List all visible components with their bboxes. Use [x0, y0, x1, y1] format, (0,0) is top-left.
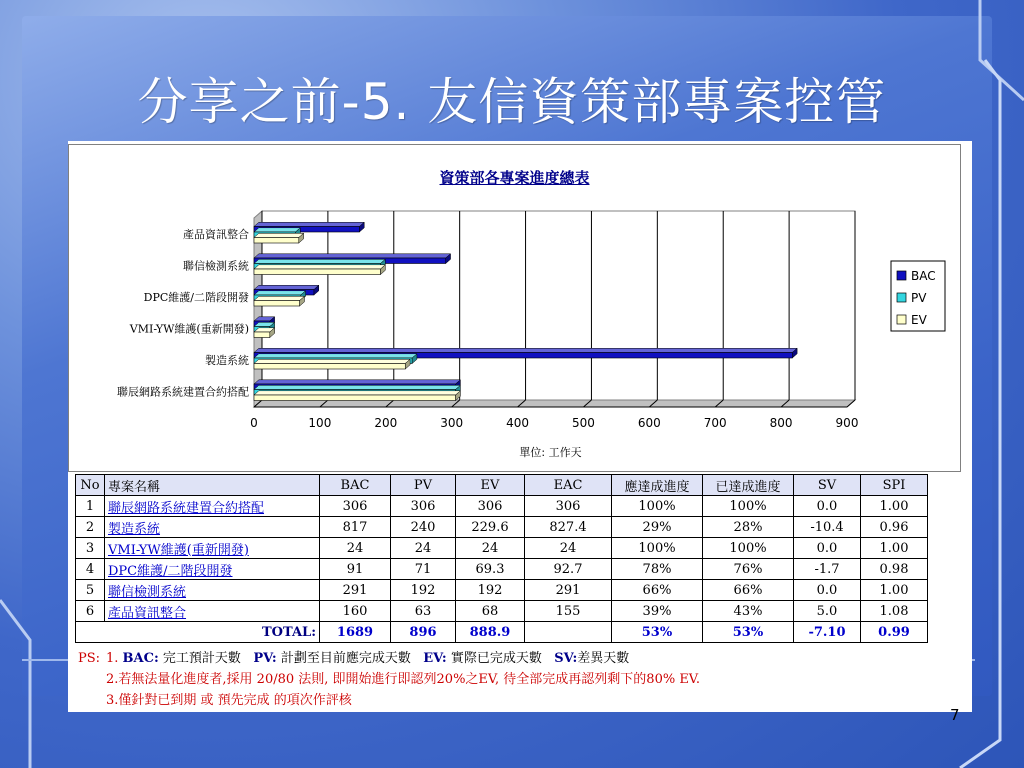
cell-pv: 306: [391, 496, 456, 517]
table-header-row: [76, 475, 928, 496]
col-header-ev: EV: [456, 475, 525, 496]
cell-no: 4: [76, 559, 105, 580]
col-header-sv: SV: [794, 475, 861, 496]
cell-sv: -10.4: [794, 517, 861, 538]
total-pv: 896: [391, 622, 456, 643]
cell-actual: 100%: [703, 496, 794, 517]
cell-planned: 100%: [612, 496, 703, 517]
bar-top: [254, 296, 304, 300]
chart-back-wall: [262, 211, 855, 400]
note-sv-text: 差異天數: [577, 651, 630, 666]
col-header-eac: EAC: [525, 475, 612, 496]
cell-spi: 1.00: [861, 580, 928, 601]
note-bac-text: 完工預計天數: [158, 651, 241, 666]
legend-swatch-ev: [897, 315, 906, 324]
x-tick-label: 400: [506, 416, 530, 430]
cell-ev: 68: [456, 601, 525, 622]
col-header-spi: SPI: [861, 475, 928, 496]
project-table: [75, 474, 928, 643]
cell-spi: 1.08: [861, 601, 928, 622]
cell-spi: 1.00: [861, 496, 928, 517]
legend-swatch-bac: [897, 271, 906, 280]
x-tick-label: 100: [308, 416, 332, 430]
content-panel: [68, 141, 972, 712]
col-header-no: No: [76, 475, 105, 496]
cell-actual: 76%: [703, 559, 794, 580]
table-row: [76, 496, 928, 517]
bar-top: [254, 380, 460, 384]
cell-eac: 306: [525, 496, 612, 517]
project-link[interactable]: VMI-YW維護(重新開發): [108, 542, 249, 558]
cell-planned: 78%: [612, 559, 703, 580]
total-actual: 53%: [703, 622, 794, 643]
bar-ev: [254, 238, 299, 244]
cell-pv: 63: [391, 601, 456, 622]
cell-eac: 827.4: [525, 517, 612, 538]
cell-name: [105, 601, 320, 622]
chart-container: [68, 144, 961, 472]
cell-spi: 0.98: [861, 559, 928, 580]
project-link[interactable]: DPC維護/二階段開發: [108, 563, 233, 579]
table-row: [76, 559, 928, 580]
cell-sv: 5.0: [794, 601, 861, 622]
x-tick-label: 200: [374, 416, 398, 430]
cell-bac: 291: [320, 580, 391, 601]
bar-top: [254, 265, 385, 269]
x-tick-label: 300: [440, 416, 464, 430]
cell-bac: 817: [320, 517, 391, 538]
note-pv-text: 計劃至目前應完成天數: [276, 651, 411, 666]
bar-top: [254, 385, 460, 389]
bar-top: [254, 259, 385, 263]
col-header-name: 專案名稱: [105, 475, 320, 496]
cell-ev: 192: [456, 580, 525, 601]
legend-label: EV: [911, 313, 927, 327]
x-tick-label: 700: [703, 416, 727, 430]
bar-top: [254, 348, 797, 352]
table-row: [76, 601, 928, 622]
bar-top: [254, 254, 451, 258]
cell-name: [105, 538, 320, 559]
legend-swatch-pv: [897, 293, 906, 302]
table-row: [76, 538, 928, 559]
x-tick-label: 800: [769, 416, 793, 430]
cell-planned: 39%: [612, 601, 703, 622]
cell-planned: 29%: [612, 517, 703, 538]
cell-actual: 100%: [703, 538, 794, 559]
cell-sv: 0.0: [794, 580, 861, 601]
page-number: 7: [950, 706, 960, 724]
total-spi: 0.99: [861, 622, 928, 643]
x-tick-label: 900: [835, 416, 859, 430]
bar-ev: [254, 301, 300, 307]
slide-title: 分享之前-5. 友信資策部專案控管: [137, 73, 887, 131]
total-bac: 1689: [320, 622, 391, 643]
cell-no: 2: [76, 517, 105, 538]
ps-label: PS:: [78, 651, 101, 666]
note-sv-key: SV:: [554, 651, 578, 666]
chart-floor: [254, 400, 855, 407]
legend-label: PV: [911, 291, 927, 305]
note-ev-key: EV:: [423, 651, 447, 666]
cell-name: [105, 517, 320, 538]
table-row: [76, 580, 928, 601]
bar-chart: [69, 145, 960, 471]
cell-spi: 0.96: [861, 517, 928, 538]
x-axis-label: 單位: 工作天: [519, 446, 582, 459]
x-tick-label: 500: [571, 416, 595, 430]
total-row: [76, 622, 928, 643]
col-header-actual: 已達成進度: [703, 475, 794, 496]
cell-bac: 160: [320, 601, 391, 622]
col-header-planned: 應達成進度: [612, 475, 703, 496]
bar-top: [254, 285, 319, 289]
bar-top: [254, 359, 410, 363]
y-category-label: DPC維護/二階段開發: [143, 290, 249, 304]
project-link[interactable]: 製造系統: [108, 521, 161, 537]
note-line-3: 3.僅針對已到期 或 預先完成 的項次作評核: [106, 693, 352, 708]
bar-top: [254, 391, 460, 395]
cell-bac: 306: [320, 496, 391, 517]
bar-top: [254, 228, 300, 232]
cell-actual: 28%: [703, 517, 794, 538]
col-header-bac: BAC: [320, 475, 391, 496]
note-ev-text: 實際已完成天數: [446, 651, 542, 666]
total-ev: 888.9: [456, 622, 525, 643]
cell-name: [105, 580, 320, 601]
total-planned: 53%: [612, 622, 703, 643]
bar-top: [254, 233, 304, 237]
bar-ev: [254, 395, 456, 401]
notes: [78, 648, 700, 711]
cell-no: 3: [76, 538, 105, 559]
cell-sv: 0.0: [794, 538, 861, 559]
cell-eac: 291: [525, 580, 612, 601]
cell-ev: 306: [456, 496, 525, 517]
bar-ev: [254, 332, 270, 338]
cell-eac: 92.7: [525, 559, 612, 580]
total-eac: [525, 622, 612, 643]
cell-bac: 24: [320, 538, 391, 559]
cell-pv: 240: [391, 517, 456, 538]
legend-label: BAC: [911, 269, 936, 283]
cell-pv: 71: [391, 559, 456, 580]
project-link[interactable]: 聯辰網路系統建置合約搭配: [108, 500, 265, 516]
cell-eac: 24: [525, 538, 612, 559]
cell-planned: 66%: [612, 580, 703, 601]
cell-actual: 66%: [703, 580, 794, 601]
y-category-label: VMI-YW維護(重新開發): [129, 322, 249, 336]
bar-top: [254, 291, 306, 295]
table-row: [76, 517, 928, 538]
cell-actual: 43%: [703, 601, 794, 622]
x-tick-label: 600: [637, 416, 661, 430]
y-category-label: 聯信檢測系統: [183, 259, 249, 273]
cell-name: [105, 496, 320, 517]
cell-no: 1: [76, 496, 105, 517]
project-link[interactable]: 聯信檢測系統: [108, 584, 187, 600]
cell-no: 6: [76, 601, 105, 622]
y-category-label: 製造系統: [205, 353, 249, 367]
x-tick-label: 0: [250, 416, 258, 430]
y-category-label: 聯辰網路系統建置合約搭配: [117, 385, 249, 399]
note-line-1: [106, 648, 700, 669]
bar-top: [254, 222, 364, 226]
col-header-pv: PV: [391, 475, 456, 496]
cell-sv: 0.0: [794, 496, 861, 517]
y-category-label: 產品資訊整合: [183, 227, 249, 241]
cell-eac: 155: [525, 601, 612, 622]
total-sv: -7.10: [794, 622, 861, 643]
cell-ev: 229.6: [456, 517, 525, 538]
cell-no: 5: [76, 580, 105, 601]
bar-ev: [254, 269, 381, 275]
bar-ev: [254, 364, 405, 370]
note-1-number: 1.: [106, 651, 119, 666]
cell-ev: 69.3: [456, 559, 525, 580]
note-pv-key: PV:: [253, 651, 277, 666]
cell-spi: 1.00: [861, 538, 928, 559]
cell-bac: 91: [320, 559, 391, 580]
cell-pv: 24: [391, 538, 456, 559]
cell-planned: 100%: [612, 538, 703, 559]
project-link[interactable]: 產品資訊整合: [108, 605, 187, 621]
note-bac-key: BAC:: [122, 651, 159, 666]
bar-top: [254, 354, 417, 358]
chart-title: 資策部各專案進度總表: [439, 169, 590, 187]
note-line-2: 2.若無法量化進度者,採用 20/80 法則, 即開始進行即認列20%之EV, 待全部完成再認列剩下的80% EV.: [106, 672, 701, 687]
cell-pv: 192: [391, 580, 456, 601]
cell-sv: -1.7: [794, 559, 861, 580]
cell-name: [105, 559, 320, 580]
cell-ev: 24: [456, 538, 525, 559]
total-label: TOTAL:: [76, 622, 320, 643]
